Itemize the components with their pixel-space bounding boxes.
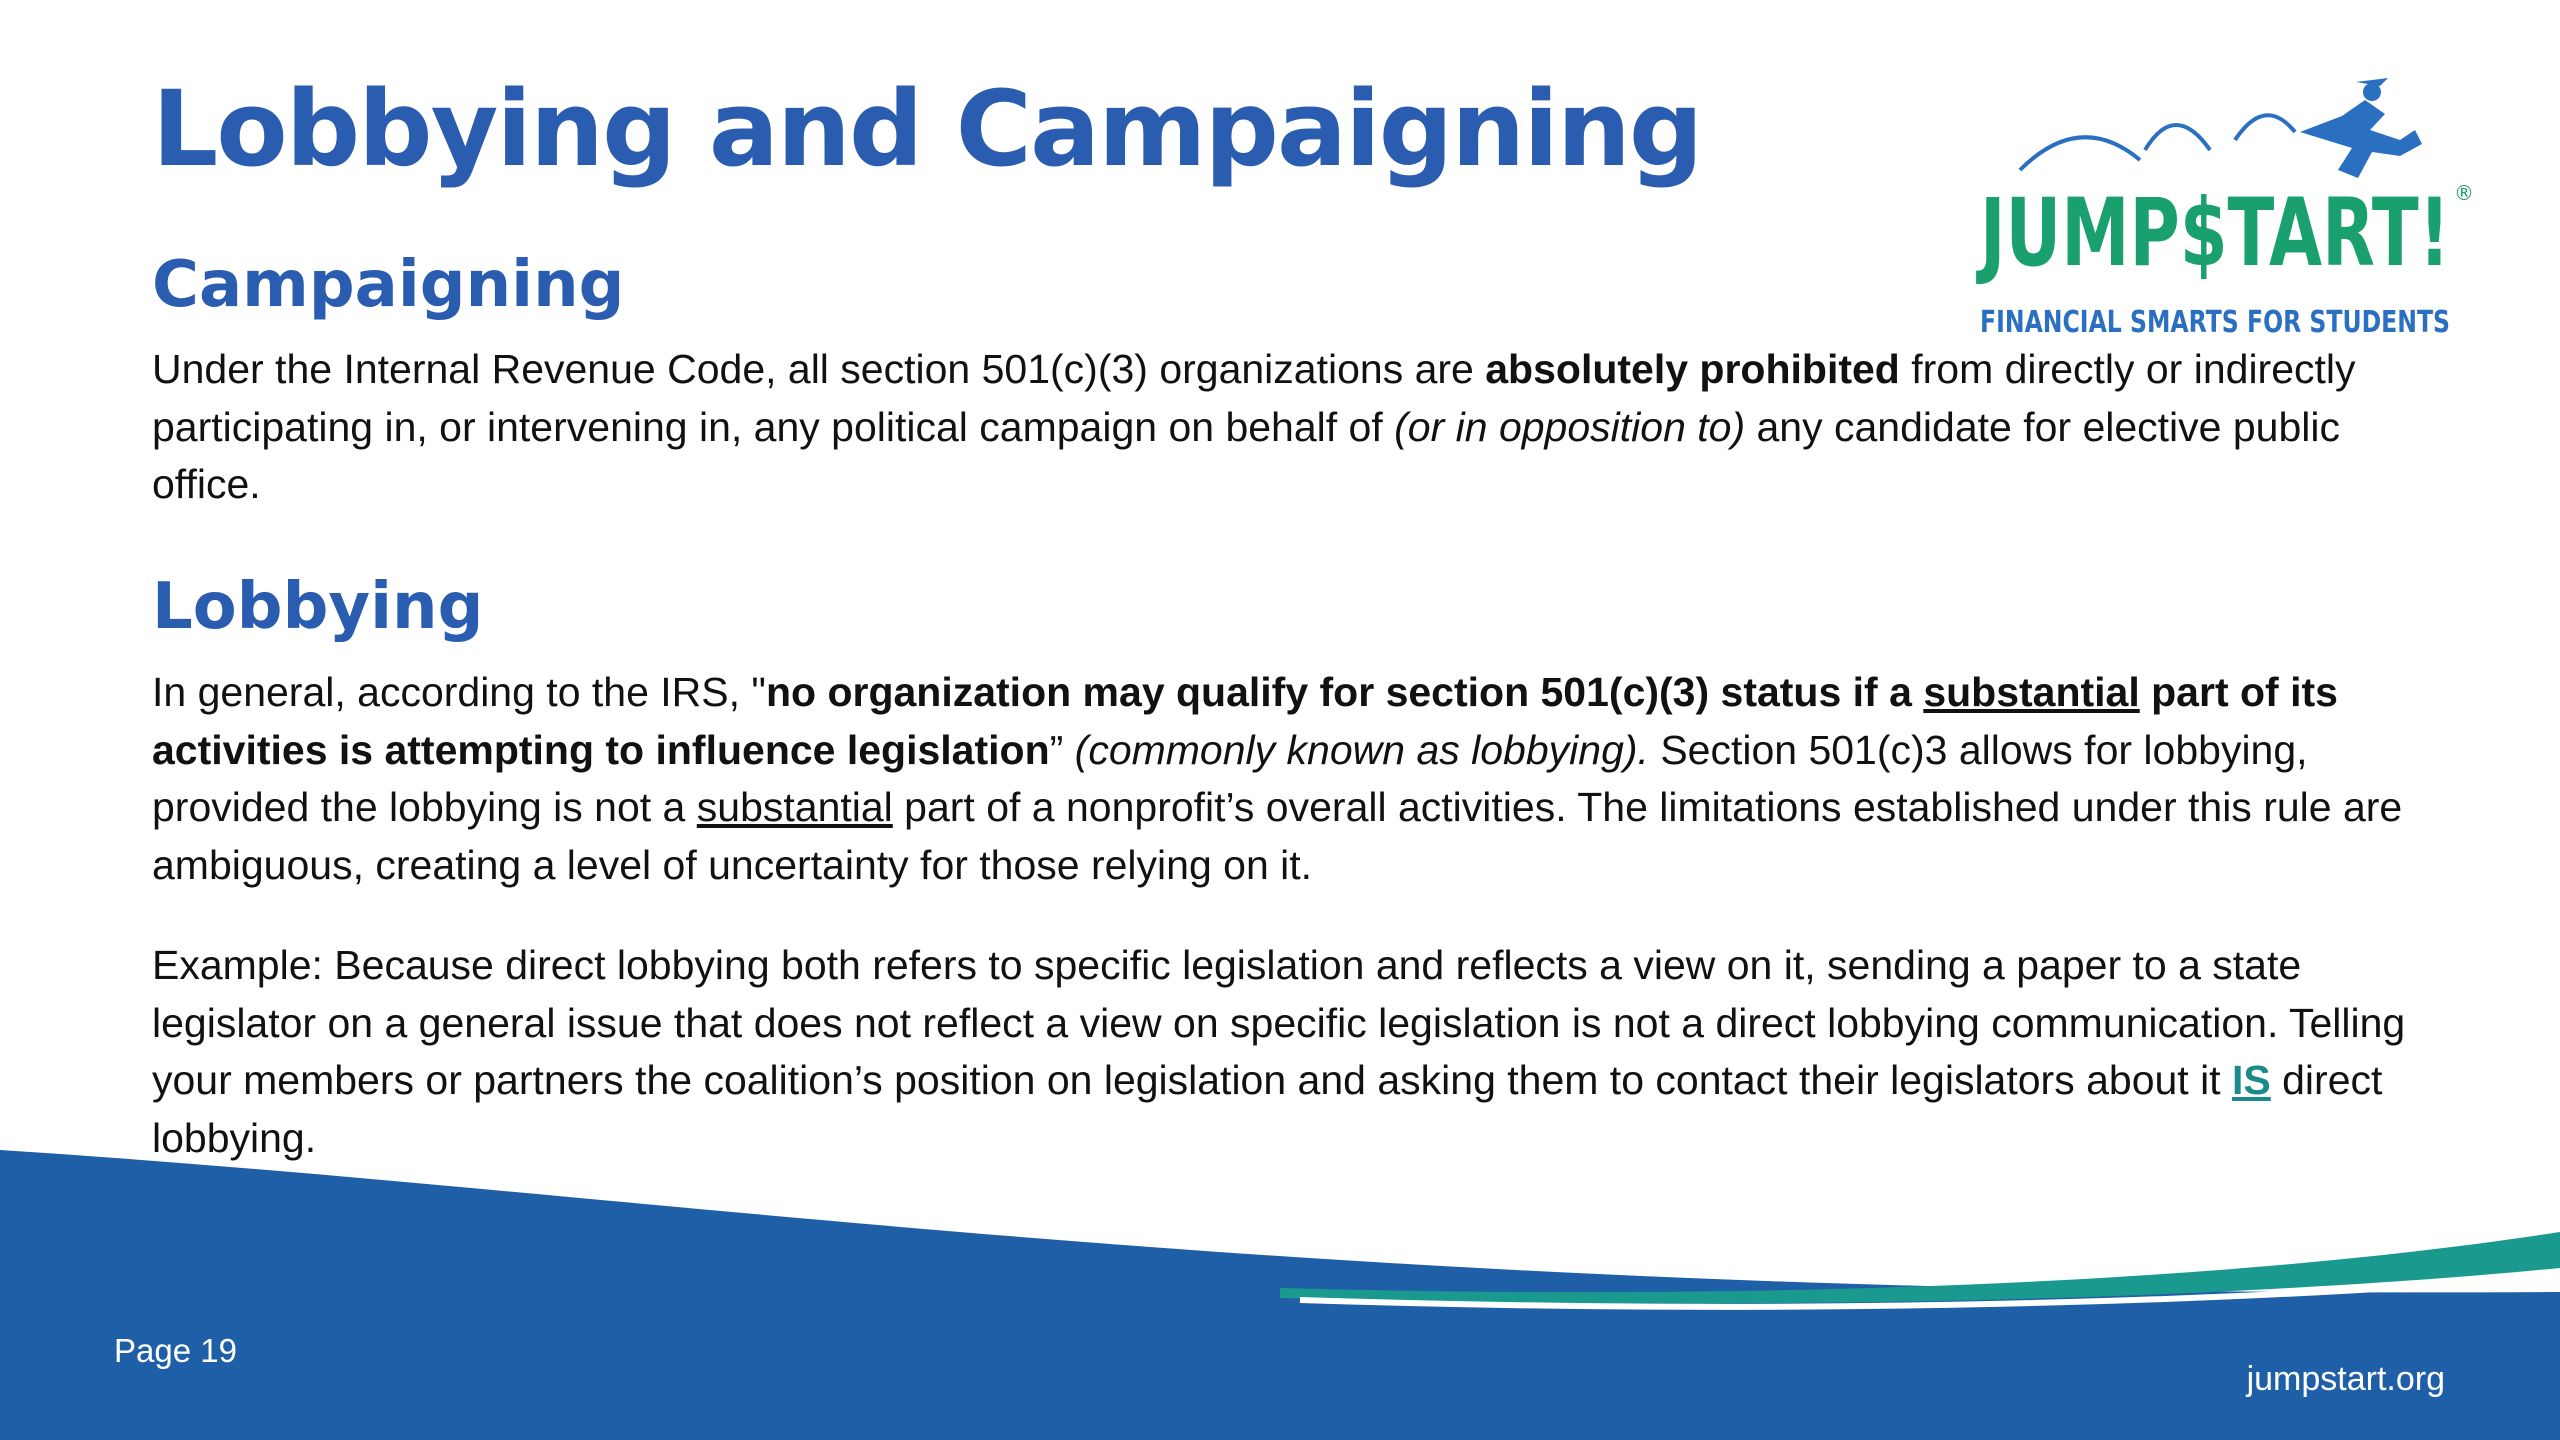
footer-url: jumpstart.org (2246, 1360, 2445, 1398)
slide-title: Lobbying and Campaigning (152, 68, 1702, 190)
jumpstart-logo (1960, 60, 2500, 350)
lobbying-heading: Lobbying (152, 570, 484, 644)
leaping-graduate-icon (2020, 78, 2422, 178)
lobbying-paragraph: In general, according to the IRS, "no organization may qualify for section 501(c)(3) status if a substantial part of its activities is attempting to influence legislation” (commonly known as lobbying). Section 501(c)3 allows for lobbying, provided the lobbying is not a substantial part of a nonprofit’s overall activities. The limitations established under this rule are ambiguous, creating a level of uncertainty for those relying on it. (152, 669, 2403, 888)
is-link[interactable]: IS (2231, 1057, 2271, 1103)
example-paragraph: Example: Because direct lobbying both refers to specific legislation and reflects a view on it, sending a paper to a state legislator on a general issue that does not reflect a view on specific legislation is not a direct lobbying communication. Telling your members or partners the coalition’s position on legislation and asking them to contact their legislators about it IS direct lobbying. (152, 942, 2406, 1161)
logo-tagline: FINANCIAL SMARTS FOR STUDENTS (1980, 305, 2450, 340)
logo-registered-mark: ® (2454, 181, 2474, 205)
logo-wordmark: JUMP$TART! (1975, 179, 2450, 288)
campaigning-heading: Campaigning (152, 248, 625, 322)
campaigning-paragraph: Under the Internal Revenue Code, all section 501(c)(3) organizations are absolutely prohibited from directly or indirectly participating in, or intervening in, any political campaign on behalf of (or in opposition to) any candidate for elective public office. (152, 346, 2356, 507)
page-number: Page 19 (114, 1332, 237, 1369)
